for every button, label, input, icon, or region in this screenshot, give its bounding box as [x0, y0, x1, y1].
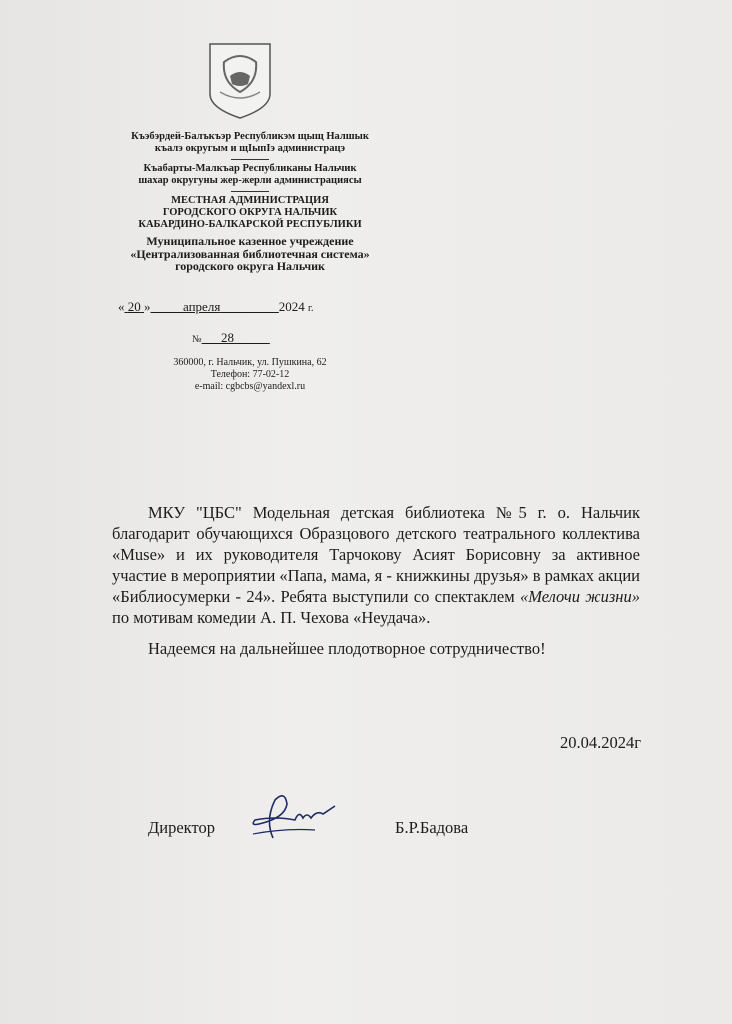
body-paragraph-2: Надеемся на дальнейшее плодотворное сотрудничество! [148, 639, 546, 658]
header-kabardian [110, 131, 390, 273]
contacts [110, 357, 390, 393]
sign-date: 20.04.2024г [560, 733, 642, 752]
header-line: Къабарты-Малкъар Республиканы Нальчик [143, 163, 357, 174]
divider [231, 159, 269, 160]
letter-number: № 28 [192, 330, 235, 345]
letter-date: « 20 » апреля 2024 г. [118, 299, 314, 314]
divider [231, 191, 269, 192]
signer-role: Директор [148, 818, 215, 837]
address: 360000, г. Нальчик, ул. Пушкина, 62 [173, 357, 327, 368]
institution-line: городского округа Нальчик [175, 259, 325, 273]
body-paragraph-1: МКУ "ЦБС" Модельная детская библиотека №5 г. о. Нальчик благодарит обучающихся Образцового детского театрального коллектива «Muse» и их руководителя Тарчокову Асият Борисовну за активное участие в мероприятии «Папа, мама, я - книжкины друзья» в рамках акции «Библиосумерки - 24». Ребята выступили со спектаклем «Мелочи жизни» по мотивам комедии А. П. Чехова «Неудача». [112, 503, 640, 627]
institution-line: Муниципальное казенное учреждение [146, 234, 354, 248]
institution-line: «Централизованная библиотечная система» [130, 246, 370, 261]
header-line: КАБАРДИНО-БАЛКАРСКОЙ РЕСПУБЛИКИ [138, 219, 362, 230]
header-line: къалэ округым и щIыпIэ администрацэ [154, 143, 346, 154]
signature-icon [245, 790, 340, 845]
coat-of-arms-icon [208, 42, 272, 120]
signer-name: Б.Р.Бадова [395, 818, 469, 837]
header-line: Къэбэрдей-Балъкъэр Республикэм щыщ Налшык [131, 131, 369, 142]
phone: Телефон: 77-02-12 [210, 369, 290, 380]
header-line: шахар округуны жер-жерли администрациясы [138, 175, 362, 186]
email: e-mail: cgbcbs@yandexl.ru [194, 381, 306, 392]
header-line: МЕСТНАЯ АДМИНИСТРАЦИЯ [171, 195, 329, 206]
header-line: ГОРОДСКОГО ОКРУГА НАЛЬЧИК [162, 207, 338, 218]
